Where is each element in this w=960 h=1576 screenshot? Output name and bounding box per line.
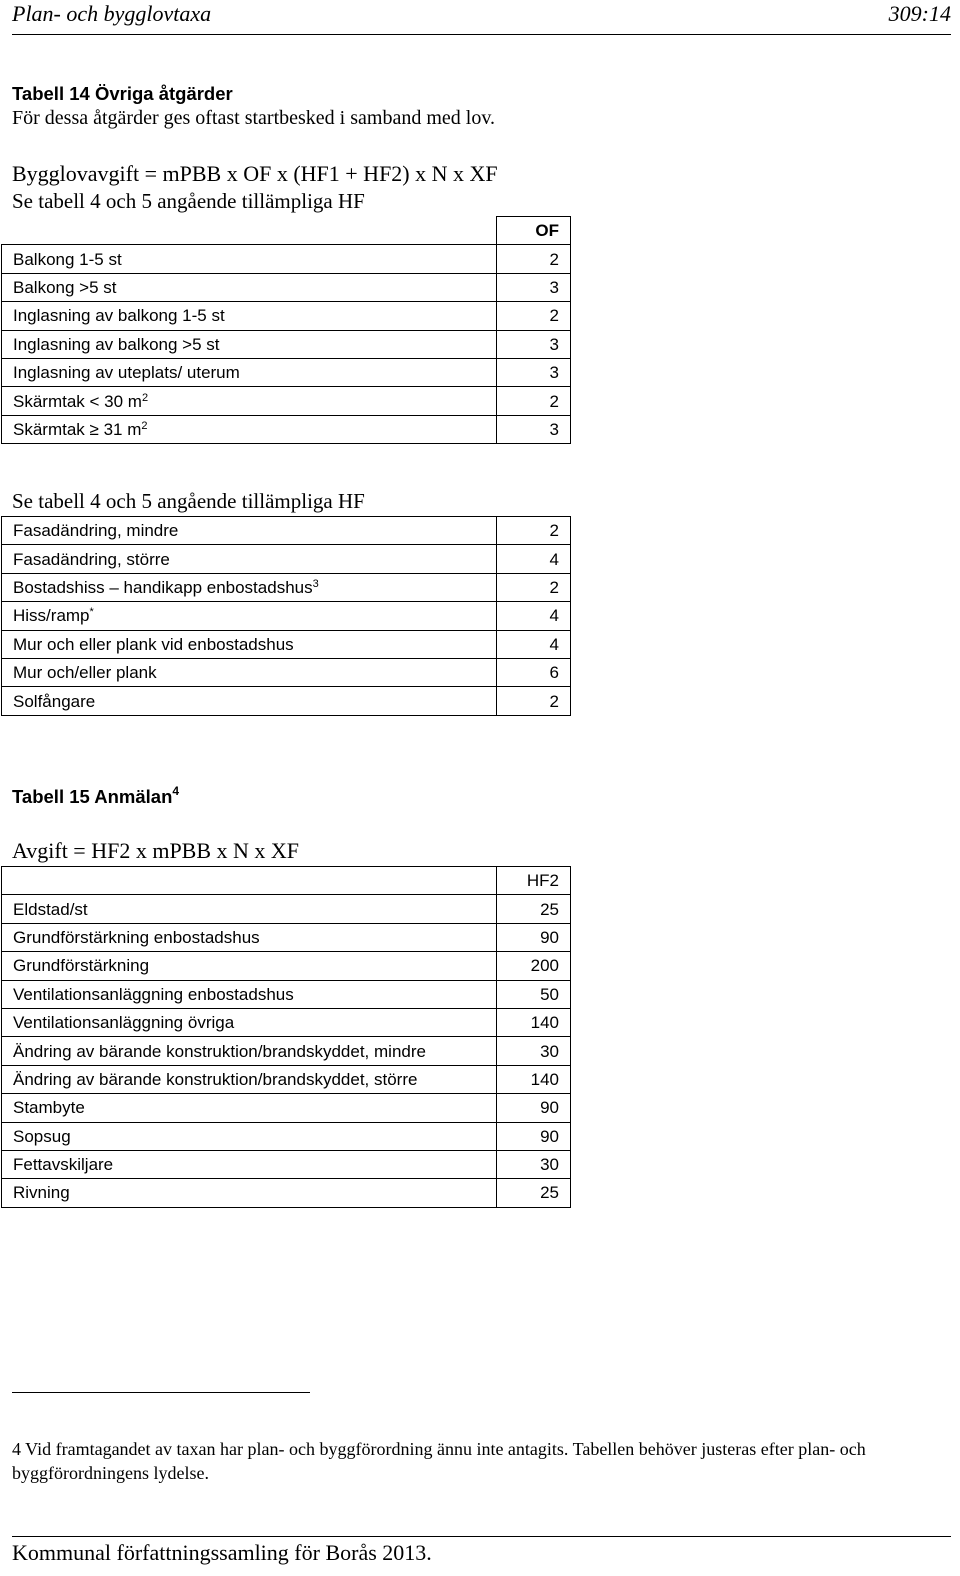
row-value: 30: [497, 1150, 571, 1178]
row-value: 90: [497, 1094, 571, 1122]
row-label: Ändring av bärande konstruktion/brandskyddet, större: [2, 1065, 497, 1093]
table-row: [2, 545, 571, 573]
table-header-row: [2, 867, 571, 895]
row-label: Rivning: [2, 1179, 497, 1207]
table-row: [2, 573, 571, 601]
row-value: 25: [497, 1179, 571, 1207]
row-value: 2: [497, 573, 571, 601]
superscript: 2: [141, 391, 149, 404]
table-row: [2, 387, 571, 415]
table-row: [2, 1037, 571, 1065]
row-label: Skärmtak < 30 $m^2$: [2, 387, 497, 415]
table-row: [2, 980, 571, 1008]
table15-title: Tabell 15 Anmälan$^4$: [12, 784, 180, 807]
row-value: 3: [497, 330, 571, 358]
table-row: [2, 245, 571, 273]
table15-formula: Avgift = HF2 x mPBB x N x XF: [12, 838, 300, 863]
row-label: Hiss/ramp*: [2, 602, 497, 630]
row-value: 3: [497, 273, 571, 301]
table-row: [2, 415, 571, 443]
row-label: Skärmtak ≥ 31 $m^2$: [2, 415, 497, 443]
table-row: [2, 330, 571, 358]
row-value: 30: [497, 1037, 571, 1065]
row-value: 90: [497, 1122, 571, 1150]
table-row: [2, 1150, 571, 1178]
page-header: [12, 0, 951, 35]
table-row: [2, 1065, 571, 1093]
table-row: [2, 630, 571, 658]
table14-note-1: Se tabell 4 och 5 angående tillämpliga HF: [12, 189, 365, 213]
table14-intro: För dessa åtgärder ges oftast startbesked i samband med lov.: [12, 107, 496, 129]
row-value: 2: [497, 387, 571, 415]
row-value: 2: [497, 302, 571, 330]
row-value: 3: [497, 358, 571, 386]
row-label: Inglasning av uteplats/ uterum: [2, 358, 497, 386]
table-row: [2, 1179, 571, 1207]
row-label: Mur och/eller plank: [2, 658, 497, 686]
table-row: [2, 952, 571, 980]
row-label: Fasadändring, större: [2, 545, 497, 573]
table-row: [2, 658, 571, 686]
row-label: Grundförstärkning: [2, 952, 497, 980]
row-value: 2: [497, 517, 571, 545]
table-row: [2, 895, 571, 923]
table14-formula: Bygglovavgift = mPBB x OF x (HF1 + HF2) x N x XF: [12, 161, 498, 186]
row-label: Mur och eller plank vid enbostadshus: [2, 630, 497, 658]
superscript: 4: [172, 784, 180, 798]
row-value: 4: [497, 545, 571, 573]
table-row: [2, 273, 571, 301]
table-row: [2, 602, 571, 630]
row-label: Bostadshiss – handikapp enbostadshus$^3$: [2, 573, 497, 601]
row-label: Solfångare: [2, 687, 497, 715]
table-row: [2, 687, 571, 715]
row-label: Grundförstärkning enbostadshus: [2, 923, 497, 951]
row-label: Fasadändring, mindre: [2, 517, 497, 545]
table-row: [2, 923, 571, 951]
row-label: Inglasning av balkong >5 st: [2, 330, 497, 358]
row-value: 140: [497, 1065, 571, 1093]
row-label: Sopsug: [2, 1122, 497, 1150]
superscript: *: [89, 606, 94, 619]
row-label: Fettavskiljare: [2, 1150, 497, 1178]
row-label: Eldstad/st: [2, 895, 497, 923]
table-header-row: [2, 217, 571, 245]
table14-group-1: [1, 216, 571, 444]
row-value: 6: [497, 658, 571, 686]
row-value: 90: [497, 923, 571, 951]
row-label: Ventilationsanläggning enbostadshus: [2, 980, 497, 1008]
row-value: 4: [497, 602, 571, 630]
table14-title: Tabell 14 Övriga åtgärder: [12, 83, 233, 104]
table-row: [2, 358, 571, 386]
table-row: [2, 1122, 571, 1150]
page-footer: Kommunal författningssamling för Borås 2013.: [12, 1540, 432, 1565]
footnote: 4 Vid framtagandet av taxan har plan- och byggförordning ännu inte antagits. Tabellen behöver justeras efter plan- och byggförordningens lydelse.: [12, 1439, 866, 1483]
table-row: [2, 302, 571, 330]
row-value: 2: [497, 687, 571, 715]
page-number: 309:14: [888, 1, 951, 26]
row-value: 4: [497, 630, 571, 658]
table-row: [2, 517, 571, 545]
footnote-separator: [12, 1392, 310, 1393]
row-value: 25: [497, 895, 571, 923]
table14-note-2: Se tabell 4 och 5 angående tillämpliga HF: [12, 489, 365, 513]
superscript: 3: [312, 577, 319, 590]
column-header-hf2: HF2: [497, 867, 571, 895]
row-label: Ventilationsanläggning övriga: [2, 1008, 497, 1036]
row-label: Inglasning av balkong 1-5 st: [2, 302, 497, 330]
row-value: 2: [497, 245, 571, 273]
row-label: Stambyte: [2, 1094, 497, 1122]
footer-rule: [12, 1536, 951, 1537]
table-row: [2, 1094, 571, 1122]
row-value: 3: [497, 415, 571, 443]
table15: [1, 866, 571, 1208]
row-label: Balkong >5 st: [2, 273, 497, 301]
column-header-of: OF: [497, 217, 571, 245]
row-label: Balkong 1-5 st: [2, 245, 497, 273]
header-title: Plan- och bygglovtaxa: [12, 1, 212, 26]
superscript: 2: [141, 419, 148, 432]
row-value: 200: [497, 952, 571, 980]
row-label: Ändring av bärande konstruktion/brandskyddet, mindre: [2, 1037, 497, 1065]
table14-group-2: [1, 516, 571, 716]
row-value: 50: [497, 980, 571, 1008]
table-row: [2, 1008, 571, 1036]
row-value: 140: [497, 1008, 571, 1036]
